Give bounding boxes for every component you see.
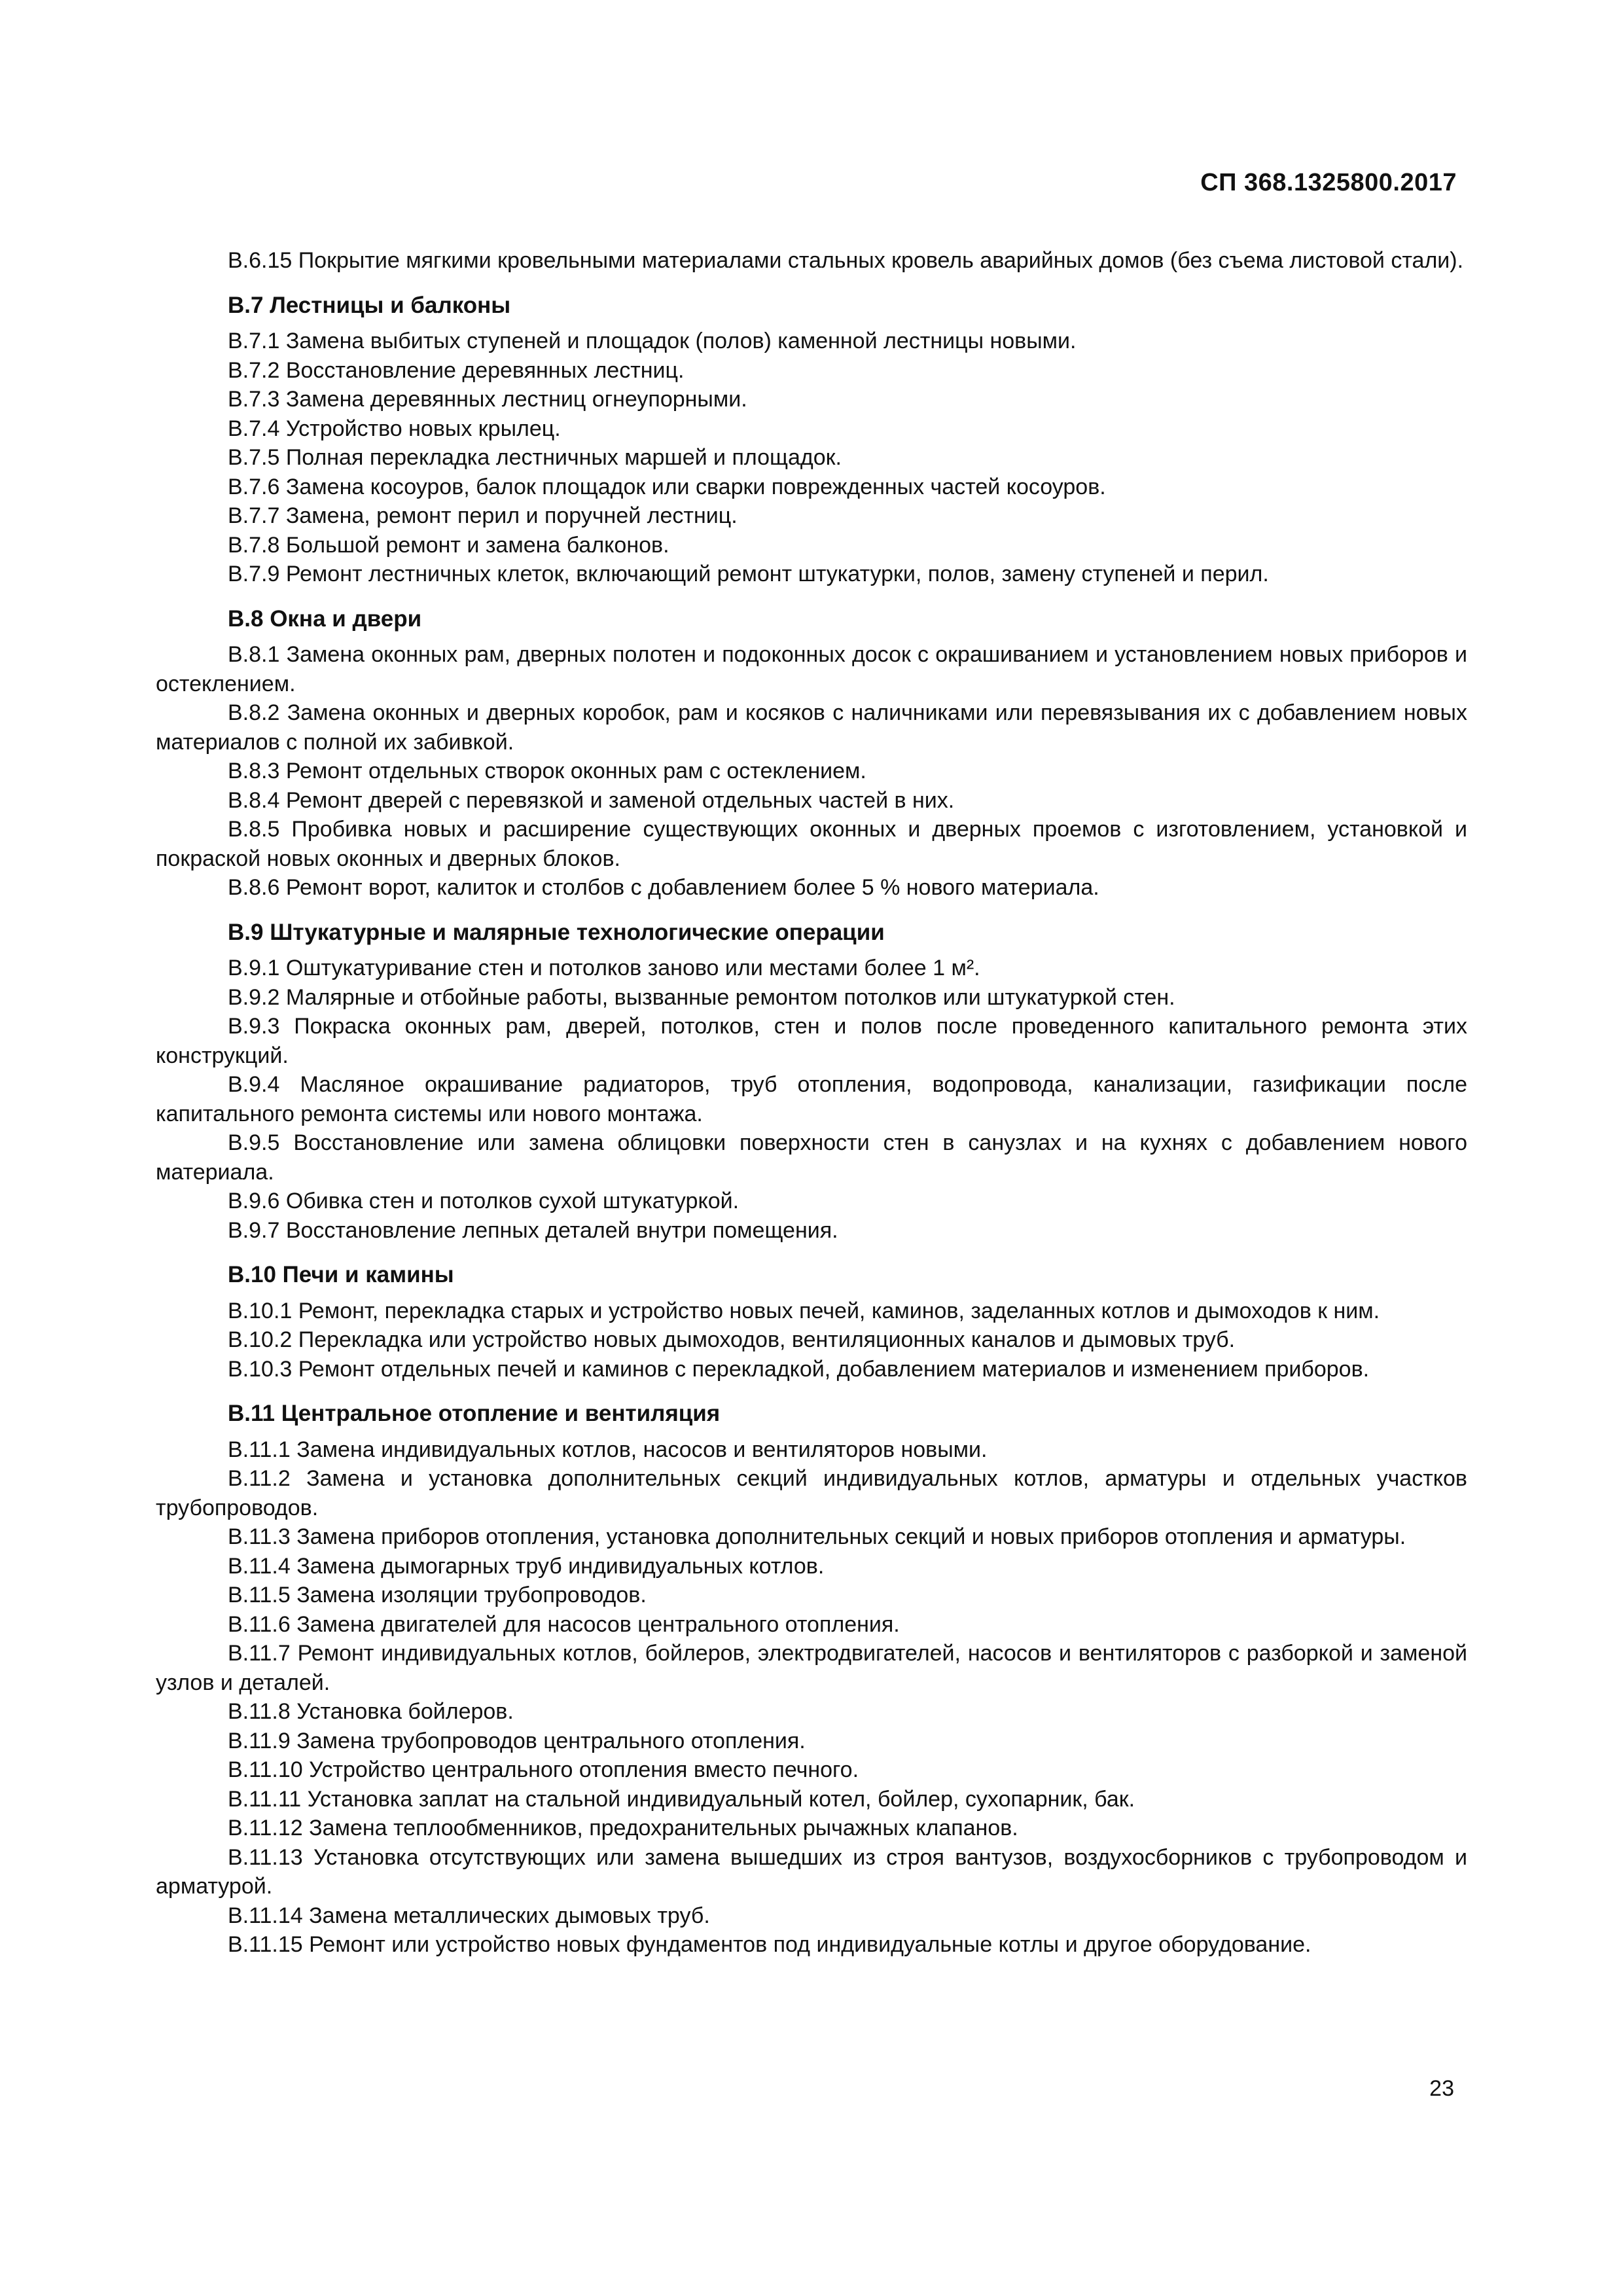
paragraph: В.10.2 Перекладка или устройство новых дымоходов, вентиляционных каналов и дымовых труб. [228,1327,1236,1352]
paragraph: В.7.4 Устройство новых крылец. [228,416,561,441]
paragraph: В.9.7 Восстановление лепных деталей внутри помещения. [228,1217,838,1243]
paragraph: В.11.8 Установка бойлеров. [228,1699,514,1724]
paragraph: В.10.1 Ремонт, перекладка старых и устройство новых печей, каминов, заделанных котлов и дымоходов к ним. [228,1298,1380,1323]
paragraph: В.9.6 Обивка стен и потолков сухой штукатуркой. [228,1189,740,1213]
paragraph: В.7.8 Большой ремонт и замена балконов. [228,532,669,558]
paragraph: В.11.4 Замена дымогарных труб индивидуальных котлов. [228,1553,825,1579]
paragraph: В.11.15 Ремонт или устройство новых фундаментов под индивидуальные котлы и другое оборудование. [228,1932,1311,1957]
document-code: СП 368.1325800.2017 [1200,169,1457,196]
paragraph: В.9.2 Малярные и отбойные работы, вызванные ремонтом потолков или штукатуркой стен. [228,984,1175,1010]
paragraph: В.11.9 Замена трубопроводов центрального отопления. [228,1728,806,1753]
paragraph: В.11.12 Замена теплообменников, предохранительных рычажных клапанов. [228,1816,1018,1840]
paragraph: В.9.1 Оштукатуривание стен и потолков заново или местами более 1 м². [228,956,980,980]
paragraph: В.11.7 Ремонт индивидуальных котлов, бойлеров, электродвигателей, насосов и вентиляторов с разборкой и заменой узлов и деталей. [156,1641,1467,1695]
paragraph: В.9.3 Покраска оконных рам, дверей, потолков, стен и полов после проведенного капитального ремонта этих конструкций. [156,1014,1467,1068]
paragraph: В.7.9 Ремонт лестничных клеток, включающий ремонт штукатурки, полов, замену ступеней и перил. [228,562,1269,586]
paragraph: В.8.4 Ремонт дверей с перевязкой и заменой отдельных частей в них. [228,787,955,813]
paragraph: В.11.5 Замена изоляции трубопроводов. [228,1583,647,1607]
paragraph: В.11.6 Замена двигателей для насосов центрального отопления. [228,1611,900,1637]
paragraph: В.8.5 Пробивка новых и расширение существующих оконных и дверных проемов с изготовлением, установкой и покраской новых оконных и дверных блоков. [156,817,1467,871]
paragraph: В.6.15 Покрытие мягкими кровельными материалами стальных кровель аварийных домов (без съема листовой стали). [228,248,1464,273]
paragraph: В.11.11 Установка заплат на стальной индивидуальный котел, бойлер, сухопарник, бак. [228,1786,1135,1812]
paragraph: В.9.4 Масляное окрашивание радиаторов, труб отопления, водопровода, канализации, газификации после капитального ремонта системы или нового монтажа. [156,1072,1467,1126]
paragraph: В.8.6 Ремонт ворот, калиток и столбов с добавлением более 5 % нового материала. [228,875,1099,900]
paragraph: В.9.5 Восстановление или замена облицовки поверхности стен в санузлах и на кухнях с добавлением нового материала. [156,1130,1467,1185]
paragraph: В.8.3 Ремонт отдельных створок оконных рам с остеклением. [228,759,866,783]
paragraph: В.7.1 Замена выбитых ступеней и площадок (полов) каменной лестницы новыми. [228,329,1077,353]
paragraph: В.7.7 Замена, ремонт перил и поручней лестниц. [228,503,738,528]
paragraph: В.8.2 Замена оконных и дверных коробок, рам и косяков с наличниками или перевязывания их с добавлением новых материалов с полной их забивкой. [156,700,1467,755]
section-heading: В.10 Печи и камины [228,1262,454,1287]
document-body [156,246,1467,1960]
paragraph: В.10.3 Ремонт отдельных печей и каминов с перекладкой, добавлением материалов и изменением приборов. [228,1356,1370,1382]
paragraph: В.7.2 Восстановление деревянных лестниц. [228,357,685,383]
paragraph: В.7.5 Полная перекладка лестничных маршей и площадок. [228,445,842,470]
paragraph: В.11.13 Установка отсутствующих или замена вышедших из строя вантузов, воздухосборников с трубопроводом и арматурой. [156,1844,1467,1899]
paragraph: В.8.1 Замена оконных рам, дверных полотен и подоконных досок с окрашиванием и установлением новых приборов и остеклением. [156,642,1467,696]
paragraph: В.11.2 Замена и установка дополнительных секций индивидуальных котлов, арматуры и отдельных участков трубопроводов. [156,1466,1467,1520]
paragraph: В.7.6 Замена косоуров, балок площадок или сварки поврежденных частей косоуров. [228,474,1106,499]
section-heading: В.8 Окна и двери [228,605,422,632]
paragraph: В.11.14 Замена металлических дымовых труб. [228,1903,710,1928]
section-heading: В.9 Штукатурные и малярные технологические операции [228,919,885,945]
paragraph: В.7.3 Замена деревянных лестниц огнеупорными. [228,387,747,412]
paragraph: В.11.10 Устройство центрального отопления вместо печного. [228,1757,859,1782]
page-number: 23 [1429,2076,1454,2101]
paragraph: В.11.3 Замена приборов отопления, установка дополнительных секций и новых приборов отопления и арматуры. [228,1524,1406,1549]
paragraph: В.11.1 Замена индивидуальных котлов, насосов и вентиляторов новыми. [228,1437,988,1462]
section-heading: В.7 Лестницы и балконы [228,292,511,318]
section-heading: В.11 Центральное отопление и вентиляция [228,1401,721,1426]
